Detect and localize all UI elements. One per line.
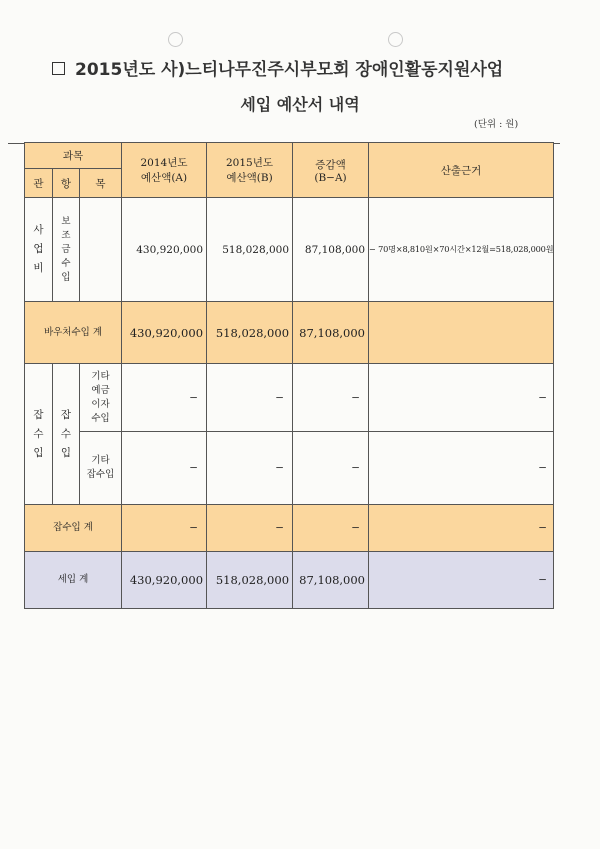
voucher-total-2015: 518,028,000 <box>207 302 293 364</box>
hang-subsidy-income: 보 조 금 수 입 <box>53 198 80 302</box>
document-title <box>52 55 562 80</box>
misc-total-2014: − <box>122 505 207 552</box>
header-hang: 항 <box>53 169 80 198</box>
checkbox-bullet-icon <box>52 62 65 75</box>
voucher-total-2014: 430,920,000 <box>122 302 207 364</box>
other-misc-difference: − <box>293 432 369 505</box>
table-row-voucher-total <box>25 302 554 364</box>
interest-difference: − <box>293 364 369 432</box>
binder-hole-left <box>168 32 183 47</box>
cell-budget-2015: 518,028,000 <box>207 198 293 302</box>
interest-2014: − <box>122 364 207 432</box>
header-category: 과목 <box>25 143 122 169</box>
other-misc-2014: − <box>122 432 207 505</box>
grand-total-difference: 87,108,000 <box>293 552 369 609</box>
header-difference: 증감액 (B−A) <box>293 143 369 198</box>
table-row-other-misc-income <box>25 432 554 505</box>
document-title-text: 2015년도 사)느티나무진주시부모회 장애인활동지원사업 <box>75 60 504 80</box>
grand-total-basis: − <box>369 552 554 609</box>
other-misc-2015: − <box>207 432 293 505</box>
voucher-total-difference: 87,108,000 <box>293 302 369 364</box>
header-gwan: 관 <box>25 169 53 198</box>
interest-basis: − <box>369 364 554 432</box>
misc-total-difference: − <box>293 505 369 552</box>
binder-hole-right <box>388 32 403 47</box>
interest-2015: − <box>207 364 293 432</box>
gwan-misc-income: 잡 수 입 <box>25 364 53 505</box>
header-calculation-basis: 산출근거 <box>369 143 554 198</box>
misc-total-label: 잡수입 계 <box>25 505 122 552</box>
document-subtitle: 세입 예산서 내역 <box>240 95 360 114</box>
mok-other-misc-income: 기타 잡수입 <box>80 432 122 505</box>
voucher-total-label: 바우처수입 계 <box>25 302 122 364</box>
revenue-budget-table <box>24 142 554 609</box>
table-row-grand-total <box>25 552 554 609</box>
misc-total-2015: − <box>207 505 293 552</box>
cell-difference: 87,108,000 <box>293 198 369 302</box>
grand-total-2014: 430,920,000 <box>122 552 207 609</box>
table-row-interest-income <box>25 364 554 432</box>
unit-note: (단위 : 원) <box>474 119 519 130</box>
mok-interest-income: 기타 예금 이자 수입 <box>80 364 122 432</box>
grand-total-2015: 518,028,000 <box>207 552 293 609</box>
other-misc-basis: − <box>369 432 554 505</box>
voucher-total-basis <box>369 302 554 364</box>
header-row-1 <box>25 143 554 169</box>
cell-calculation-basis: − 70명×8,810원×70시간×12월=518,028,000원 <box>369 198 554 302</box>
grand-total-label: 세입 계 <box>25 552 122 609</box>
gwan-project-cost: 사 업 비 <box>25 198 53 302</box>
hang-misc-income: 잡 수 입 <box>53 364 80 505</box>
header-2014-budget: 2014년도 예산액(A) <box>122 143 207 198</box>
cell-budget-2014: 430,920,000 <box>122 198 207 302</box>
table-row-subsidy-income <box>25 198 554 302</box>
header-mok: 목 <box>80 169 122 198</box>
header-2015-budget: 2015년도 예산액(B) <box>207 143 293 198</box>
misc-total-basis: − <box>369 505 554 552</box>
table-row-misc-total <box>25 505 554 552</box>
mok-empty <box>80 198 122 302</box>
